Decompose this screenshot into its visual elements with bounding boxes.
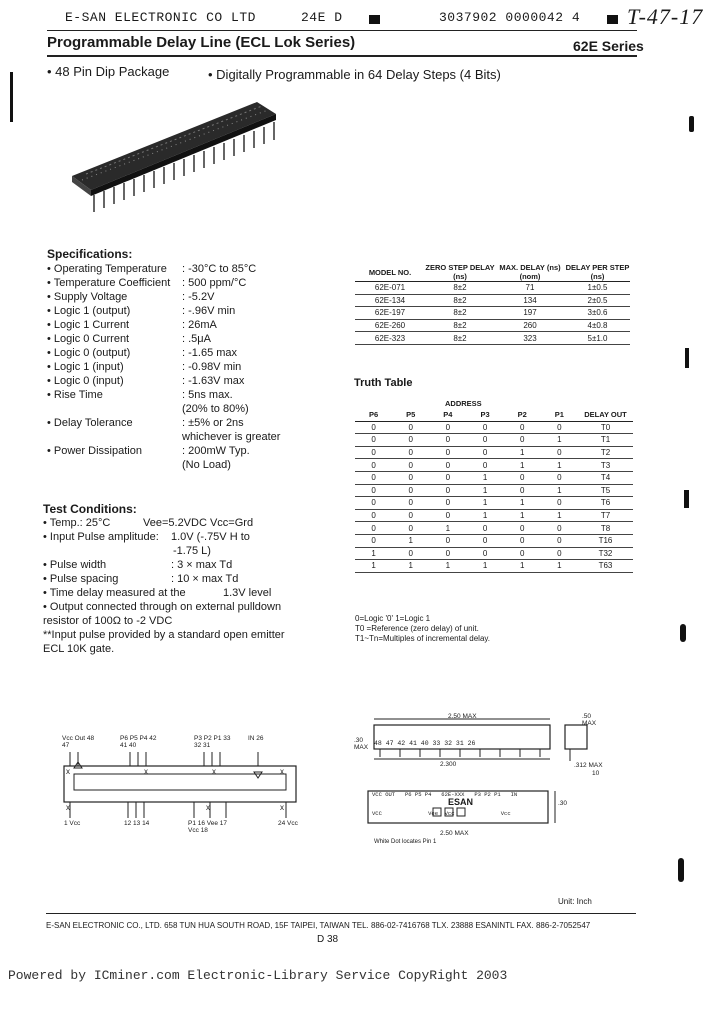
test-row <box>43 601 318 615</box>
dim-lead-b: 10 <box>592 770 600 777</box>
cell: 1 <box>466 497 503 510</box>
test-value: : 3 × max Td <box>171 559 233 571</box>
cell: T16 <box>578 534 633 547</box>
col-zero-delay: ZERO STEP DELAY (ns) <box>425 263 495 281</box>
barcode-block-icon <box>369 15 380 24</box>
dim-inner-length: 2.300 <box>440 761 457 768</box>
table-row <box>355 307 630 320</box>
footer-rule <box>46 913 636 914</box>
cell: 0 <box>429 509 466 522</box>
spec-label: • Logic 0 (input) <box>47 375 124 387</box>
cell: 1 <box>541 509 578 522</box>
cell: 1 <box>392 560 429 573</box>
truth-heading: Truth Table <box>354 377 413 389</box>
pin-label: 1 Vcc <box>64 820 81 827</box>
cell: 62E-071 <box>355 282 425 295</box>
spec-label: • Logic 1 Current <box>47 319 130 331</box>
test-value: Vee=5.2VDC Vcc=Grd <box>143 517 254 529</box>
table-row <box>355 497 633 510</box>
col-p1: P1 <box>541 409 578 421</box>
cell: 0 <box>541 446 578 459</box>
specs-heading: Specifications: <box>47 247 133 261</box>
test-label: resistor of 100Ω to -2 VDC <box>43 615 173 627</box>
legend-line: T1~Tn=Multiples of incremental delay. <box>355 634 491 643</box>
cell: T1 <box>578 434 633 447</box>
table-row <box>355 421 633 434</box>
cell: 1 <box>504 459 541 472</box>
cell: 0 <box>392 484 429 497</box>
spec-row <box>47 431 317 445</box>
test-row <box>43 559 318 573</box>
cell: 260 <box>495 319 565 332</box>
specs-list <box>47 263 317 473</box>
cell: 1 <box>504 446 541 459</box>
cell: 0 <box>466 522 503 535</box>
table-row <box>355 446 633 459</box>
lot-number: 3037902 0000042 4 <box>439 10 581 25</box>
cell: 1 <box>355 560 392 573</box>
top-view-top-row: VCC OUT P6 P5 P4 62E-XXX P3 P2 P1 IN <box>372 791 518 798</box>
table-row <box>355 547 633 560</box>
scan-mark <box>685 348 689 368</box>
test-row <box>43 531 318 545</box>
spec-label: • Delay Tolerance <box>47 417 133 429</box>
svg-text:x: x <box>206 803 210 812</box>
cell: 0 <box>504 534 541 547</box>
legend-line: 0=Logic '0' 1=Logic 1 <box>355 614 431 623</box>
title-rule <box>47 55 637 57</box>
cell: 1 <box>429 522 466 535</box>
cell: T32 <box>578 547 633 560</box>
cell: 71 <box>495 282 565 295</box>
cell: 62E-134 <box>355 294 425 307</box>
cell: 0 <box>355 509 392 522</box>
cell: 0 <box>355 434 392 447</box>
svg-text:x: x <box>66 767 70 776</box>
col-p3: P3 <box>466 409 503 421</box>
svg-text:x: x <box>144 767 148 776</box>
spec-row <box>47 417 317 431</box>
table-row <box>355 332 630 345</box>
pin-label: P1 16 Vee 17 Vcc 18 <box>188 820 228 834</box>
pin-label: IN 26 <box>248 735 264 742</box>
test-label: **Input pulse provided by a standard open emitter <box>43 629 285 641</box>
cell: 0 <box>541 497 578 510</box>
chip-body <box>72 102 276 196</box>
cell: 0 <box>429 471 466 484</box>
cell: 0 <box>429 484 466 497</box>
col-p6: P6 <box>355 409 392 421</box>
spec-value: : 5ns max. <box>182 389 233 401</box>
page-title: Programmable Delay Line (ECL Lok Series) <box>47 34 356 51</box>
cell: 0 <box>541 522 578 535</box>
spec-label: • Logic 1 (input) <box>47 361 124 373</box>
spec-label: • Temperature Coefficient <box>47 277 171 289</box>
dip-package-image <box>72 100 282 220</box>
table-row <box>355 509 633 522</box>
cell: T5 <box>578 484 633 497</box>
cell: 0 <box>466 459 503 472</box>
barcode-block-icon <box>607 15 618 24</box>
table-row <box>355 319 630 332</box>
cell: 3±0.6 <box>565 307 630 320</box>
cell: 0 <box>392 522 429 535</box>
cell: T8 <box>578 522 633 535</box>
cell: 8±2 <box>425 294 495 307</box>
cell: 323 <box>495 332 565 345</box>
spec-value: (No Load) <box>182 459 231 471</box>
cell: T7 <box>578 509 633 522</box>
legend-line: T0 =Reference (zero delay) of unit. <box>355 624 479 633</box>
cell: 1 <box>355 547 392 560</box>
cell: 0 <box>429 446 466 459</box>
cell: 0 <box>429 547 466 560</box>
cell: 0 <box>355 459 392 472</box>
svg-text:x: x <box>212 767 216 776</box>
cell: 0 <box>355 421 392 434</box>
table-row <box>355 459 633 472</box>
cell: 0 <box>355 446 392 459</box>
cell: 0 <box>392 434 429 447</box>
dim-lead: .312 MAX <box>574 762 603 769</box>
cell: 0 <box>355 534 392 547</box>
spec-label: • Rise Time <box>47 389 103 401</box>
cell: 0 <box>392 497 429 510</box>
cell: 1 <box>466 484 503 497</box>
col-delay-out: DELAY OUT <box>578 409 633 421</box>
cell: T4 <box>578 471 633 484</box>
test-row <box>43 545 318 559</box>
table-row <box>355 522 633 535</box>
dim-length-bottom: 2.50 MAX <box>440 830 469 837</box>
spec-value: : -.96V min <box>182 305 236 317</box>
address-label: ADDRESS <box>445 399 482 408</box>
test-label: • Input Pulse amplitude: <box>43 531 159 543</box>
spec-value: : -1.65 max <box>182 347 238 359</box>
spec-value: : 200mW Typ. <box>182 445 250 457</box>
cell: 8±2 <box>425 319 495 332</box>
spec-row <box>47 375 317 389</box>
cell: 1 <box>541 560 578 573</box>
table-row <box>355 534 633 547</box>
spec-value: : -0.98V min <box>182 361 242 373</box>
truth-table <box>355 409 633 573</box>
test-row <box>43 629 318 643</box>
test-row <box>43 643 318 657</box>
margin-bar <box>10 72 13 122</box>
cell: 0 <box>466 421 503 434</box>
cell: 0 <box>466 547 503 560</box>
spec-row <box>47 333 317 347</box>
test-label: ECL 10K gate. <box>43 643 115 655</box>
cell: T2 <box>578 446 633 459</box>
svg-text:x: x <box>66 803 70 812</box>
cell: 0 <box>429 459 466 472</box>
cell: 0 <box>392 547 429 560</box>
test-value: : 10 × max Td <box>171 573 239 585</box>
table-row <box>355 484 633 497</box>
svg-text:x: x <box>280 803 284 812</box>
pin-label: 12 13 14 <box>124 820 150 827</box>
model-table <box>355 263 630 345</box>
spec-label: • Logic 0 Current <box>47 333 130 345</box>
spec-row <box>47 277 317 291</box>
cell: 0 <box>466 446 503 459</box>
spec-row <box>47 305 317 319</box>
pin-label: P6 P5 P4 42 41 40 <box>120 735 157 749</box>
test-label: • Time delay measured at the <box>43 587 186 599</box>
test-value: -1.75 L) <box>173 545 211 557</box>
col-p4: P4 <box>429 409 466 421</box>
header-line <box>47 4 707 30</box>
cell: 0 <box>541 421 578 434</box>
test-row <box>43 587 318 601</box>
test-value: 1.0V (-.75V H to <box>171 531 250 543</box>
spec-row <box>47 291 317 305</box>
spec-value: (20% to 80%) <box>182 403 249 415</box>
cell: 0 <box>429 421 466 434</box>
cell: 0 <box>392 471 429 484</box>
cell: 0 <box>392 509 429 522</box>
table-row <box>355 282 630 295</box>
cell: 0 <box>355 471 392 484</box>
spec-value: : .5μA <box>182 333 211 345</box>
cell: 1 <box>466 560 503 573</box>
cell: 0 <box>504 522 541 535</box>
series-label: 62E Series <box>573 38 644 54</box>
cell: 0 <box>392 459 429 472</box>
pin1-note: White Dot locates Pin 1 <box>374 839 437 845</box>
spec-label: • Supply Voltage <box>47 291 128 303</box>
spec-label: • Logic 1 (output) <box>47 305 131 317</box>
cell: 0 <box>355 522 392 535</box>
scan-mark <box>680 624 686 642</box>
cell: 5±1.0 <box>565 332 630 345</box>
unit-note: Unit: Inch <box>558 897 592 906</box>
top-view-bottom-row: VCC Vee Vcc Vcc <box>372 810 511 817</box>
cell: 0 <box>504 484 541 497</box>
truth-header-row <box>355 409 633 421</box>
cell: T0 <box>578 421 633 434</box>
scan-mark <box>684 490 689 508</box>
truth-legend <box>355 614 490 644</box>
col-model: MODEL NO. <box>355 263 425 282</box>
test-label: • Temp.: 25°C <box>43 517 111 529</box>
cell: 0 <box>541 534 578 547</box>
handwritten-ref: T-47-17 <box>627 4 704 29</box>
cell: 0 <box>429 497 466 510</box>
col-step-delay: DELAY PER STEP (ns) <box>565 263 630 281</box>
cell: 0 <box>429 534 466 547</box>
dim-side-width: .50 MAX <box>582 713 597 727</box>
spec-row <box>47 319 317 333</box>
col-p5: P5 <box>392 409 429 421</box>
cell: 2±0.5 <box>565 294 630 307</box>
spec-value: : 26mA <box>182 319 217 331</box>
dim-pin-numbers: 48 47 42 41 40 33 32 31 26 <box>374 740 476 747</box>
cell: 8±2 <box>425 282 495 295</box>
test-row <box>43 573 318 587</box>
test-list <box>43 517 318 657</box>
cell: 0 <box>355 484 392 497</box>
cell: 1 <box>504 497 541 510</box>
svg-text:x: x <box>280 767 284 776</box>
cell: 1 <box>466 471 503 484</box>
cell: 1 <box>504 509 541 522</box>
test-label: • Pulse spacing <box>43 573 119 585</box>
spec-row <box>47 445 317 459</box>
spec-value: : -1.63V max <box>182 375 245 387</box>
cell: 62E-260 <box>355 319 425 332</box>
cell: 1 <box>541 459 578 472</box>
spec-value: : -5.2V <box>182 291 215 303</box>
table-row <box>355 560 633 573</box>
table-row <box>355 471 633 484</box>
spec-row <box>47 263 317 277</box>
cell: 1 <box>541 434 578 447</box>
dim-top-height: .30 <box>558 800 568 807</box>
spec-value: : -30°C to 85°C <box>182 263 257 275</box>
cell: 0 <box>392 421 429 434</box>
pin-label: 24 Vcc <box>278 820 298 827</box>
test-label: • Output connected through on external pulldown <box>43 601 282 613</box>
cell: 1 <box>392 534 429 547</box>
powered-by: Powered by ICminer.com Electronic-Library Service CopyRight 2003 <box>8 968 508 983</box>
cell: 1 <box>466 509 503 522</box>
pin-label: Vcc Out 48 47 <box>62 735 95 749</box>
footer-address: E-SAN ELECTRONIC CO., LTD. 658 TUN HUA SOUTH ROAD, 15F TAIPEI, TAIWAN TEL. 886-02-7416768 TLX. 23888 ESANINTL FAX. 886-2-7052547 <box>46 921 591 930</box>
company-name: E-SAN ELECTRONIC CO LTD <box>65 10 256 25</box>
pin-label: P3 P2 P1 33 32 31 <box>194 735 231 749</box>
cell: 1 <box>429 560 466 573</box>
cell: 0 <box>504 421 541 434</box>
cell: 0 <box>541 471 578 484</box>
cell: 4±0.8 <box>565 319 630 332</box>
spec-value: : 500 ppm/°C <box>182 277 247 289</box>
spec-label: • Operating Temperature <box>47 263 167 275</box>
test-label: • Pulse width <box>43 559 107 571</box>
cell: 0 <box>355 497 392 510</box>
cell: 62E-197 <box>355 307 425 320</box>
feature-package: • 48 Pin Dip Package <box>47 64 170 79</box>
spec-value: whichever is greater <box>182 431 281 443</box>
cell: 0 <box>504 471 541 484</box>
test-row <box>43 615 318 629</box>
cell: 0 <box>541 547 578 560</box>
test-heading: Test Conditions: <box>43 502 137 516</box>
spec-value: : ±5% or 2ns <box>182 417 244 429</box>
cell: T6 <box>578 497 633 510</box>
schematic-diagram <box>62 752 302 818</box>
page-number: D 38 <box>317 934 339 945</box>
header-code: 24E D <box>301 10 343 25</box>
cell: 62E-323 <box>355 332 425 345</box>
cell: 197 <box>495 307 565 320</box>
header-rule <box>47 30 637 31</box>
col-max-delay: MAX. DELAY (ns) (nom) <box>495 263 565 282</box>
dim-length-top: 2.50 MAX <box>448 713 477 720</box>
cell: 1 <box>541 484 578 497</box>
cell: 0 <box>504 547 541 560</box>
spec-row <box>47 347 317 361</box>
spec-label: • Logic 0 (output) <box>47 347 131 359</box>
test-value: 1.3V level <box>223 587 272 599</box>
cell: 0 <box>429 434 466 447</box>
cell: 0 <box>504 434 541 447</box>
table-row <box>355 434 633 447</box>
cell: 0 <box>466 434 503 447</box>
feature-steps: • Digitally Programmable in 64 Delay Steps (4 Bits) <box>208 67 501 82</box>
table-row <box>355 294 630 307</box>
scan-mark <box>678 858 684 882</box>
model-header-row <box>355 263 630 282</box>
brand-label: ESAN <box>448 797 474 807</box>
cell: 8±2 <box>425 332 495 345</box>
scan-mark <box>689 116 694 132</box>
cell: 0 <box>392 446 429 459</box>
cell: 1±0.5 <box>565 282 630 295</box>
test-row <box>43 517 318 531</box>
col-p2: P2 <box>504 409 541 421</box>
cell: T63 <box>578 560 633 573</box>
spec-row <box>47 361 317 375</box>
spec-row <box>47 459 317 473</box>
spec-label: • Power Dissipation <box>47 445 142 457</box>
spec-row <box>47 403 317 417</box>
cell: 1 <box>504 560 541 573</box>
cell: 8±2 <box>425 307 495 320</box>
cell: 134 <box>495 294 565 307</box>
cell: T3 <box>578 459 633 472</box>
cell: 0 <box>466 534 503 547</box>
spec-row <box>47 389 317 403</box>
dim-height: .30 MAX <box>354 737 369 751</box>
